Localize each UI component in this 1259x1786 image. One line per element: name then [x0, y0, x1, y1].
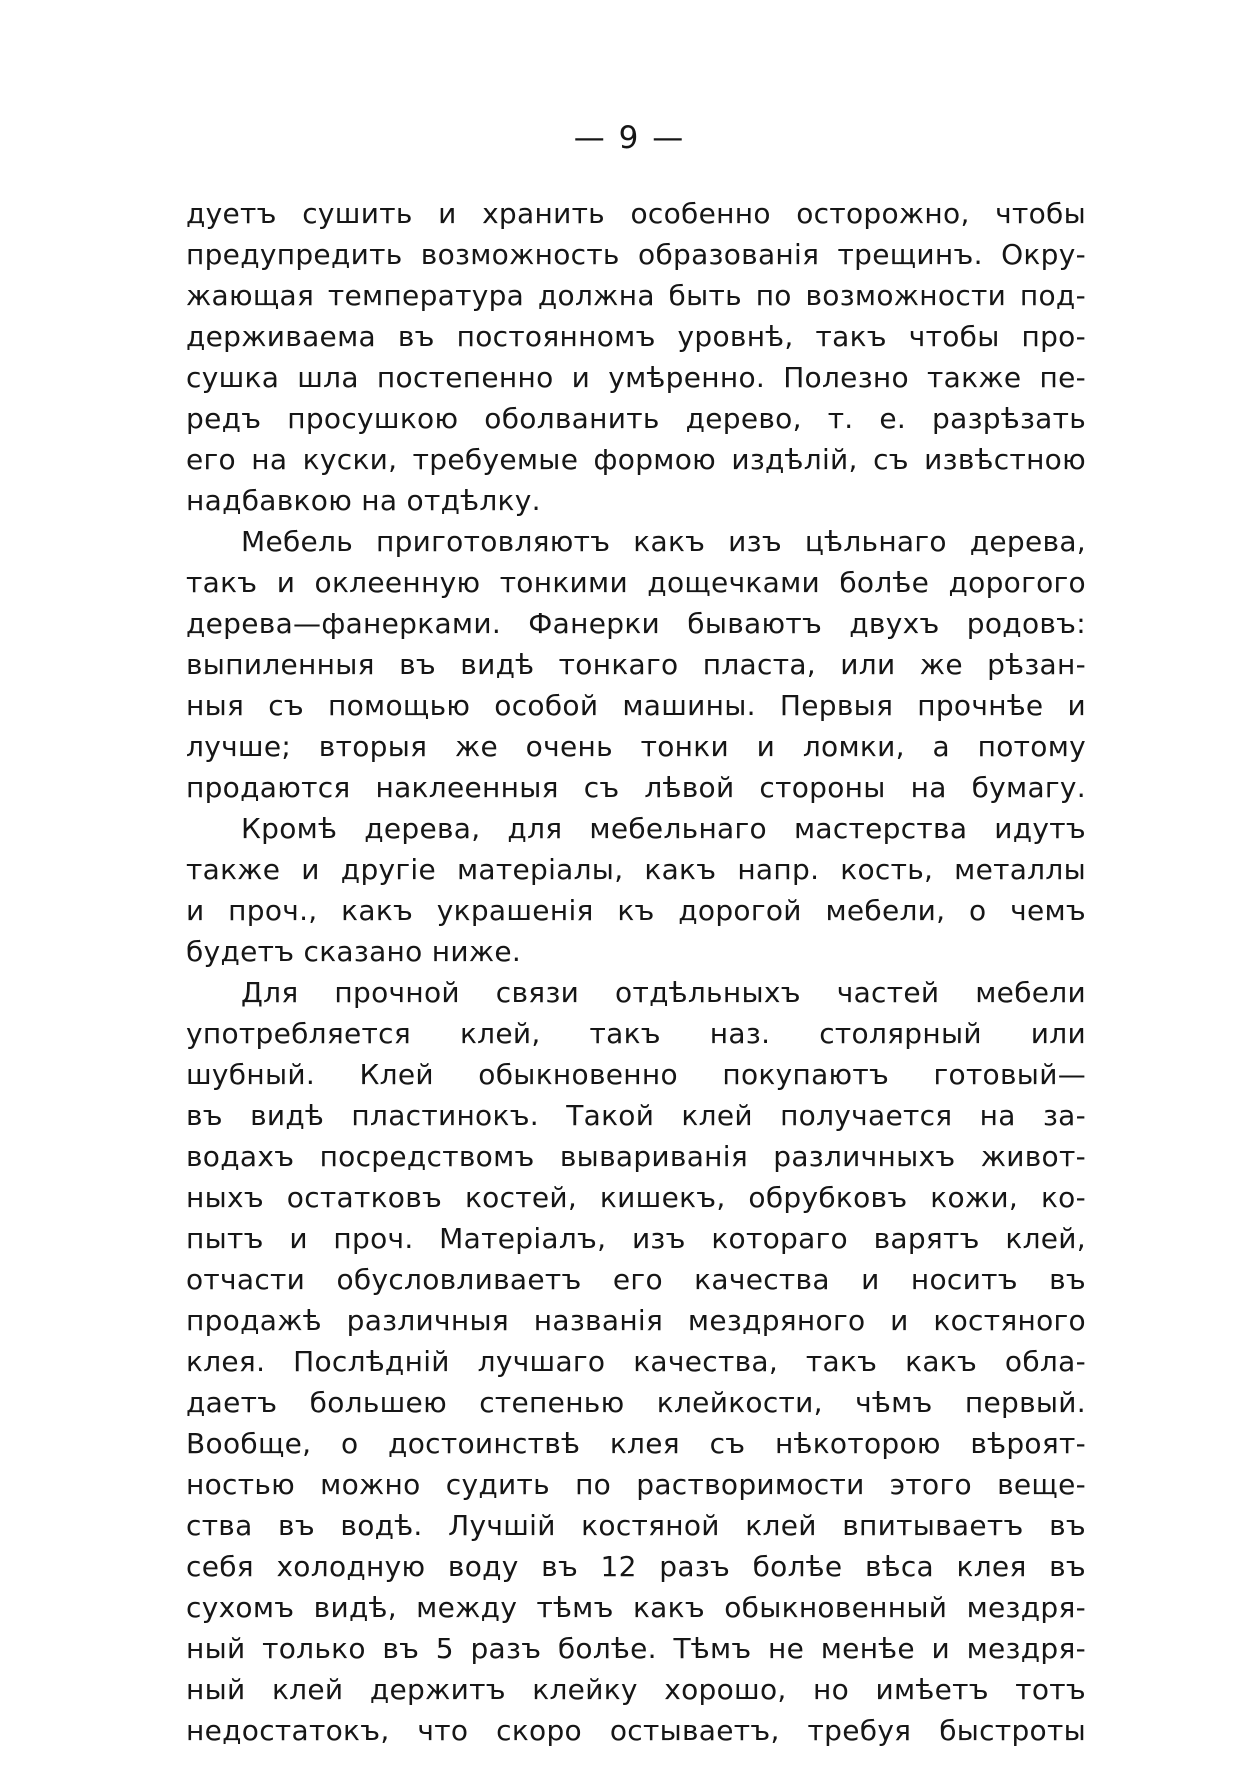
text-line: отчасти обусловливаетъ его качества и носитъ въ — [186, 1263, 1086, 1296]
text-line: шубный. Клей обыкновенно покупаютъ готовый— — [186, 1058, 1086, 1091]
text-line: лучше; вторыя же очень тонки и ломки, а потому — [186, 730, 1086, 763]
text-line: также и другіе матеріалы, какъ напр. кость, металлы — [186, 853, 1086, 886]
text-line: продажѣ различныя названія мездряного и костяного — [186, 1304, 1086, 1337]
text-line: даетъ большею степенью клейкости, чѣмъ первый. — [186, 1386, 1086, 1419]
text-line: дерева—фанерками. Фанерки бываютъ двухъ родовъ: — [186, 607, 1086, 640]
text-line: сушка шла постепенно и умѣренно. Полезно также пе- — [186, 361, 1086, 394]
text-line: Вообще, о достоинствѣ клея съ нѣкоторою вѣроят- — [186, 1427, 1086, 1460]
page-number: — 9 — — [573, 120, 686, 156]
text-line: Для прочной связи отдѣльныхъ частей мебели — [241, 976, 1086, 1009]
text-line: ностью можно судить по растворимости этого веще- — [186, 1468, 1086, 1501]
text-line: сухомъ видѣ, между тѣмъ какъ обыкновенный мездря- — [186, 1591, 1086, 1624]
text-line: и проч., какъ украшенія къ дорогой мебели, о чемъ — [186, 894, 1086, 927]
text-line: ныхъ остатковъ костей, кишекъ, обрубковъ кожи, ко- — [186, 1181, 1086, 1214]
text-line: клея. Послѣдній лучшаго качества, такъ какъ обла- — [186, 1345, 1086, 1378]
paragraph-4 — [186, 972, 1086, 1751]
text-line: жающая температура должна быть по возможности под- — [186, 279, 1086, 312]
text-line: водахъ посредствомъ вывариванія различныхъ живот- — [186, 1140, 1086, 1173]
text-line: пытъ и проч. Матеріалъ, изъ котораго варятъ клей, — [186, 1222, 1086, 1255]
text-line: будетъ сказано ниже. — [186, 935, 522, 968]
text-line: его на куски, требуемые формою издѣлій, съ извѣстною — [186, 443, 1086, 476]
text-line: ства въ водѣ. Лучшій костяной клей впитываетъ въ — [186, 1509, 1086, 1542]
text-line: Кромѣ дерева, для мебельнаго мастерства идутъ — [241, 812, 1086, 845]
paragraph-2 — [186, 521, 1086, 808]
paragraph-1 — [186, 193, 1086, 521]
text-line: такъ и оклеенную тонкими дощечками болѣе дорогого — [186, 566, 1086, 599]
text-line: дуетъ сушить и хранить особенно осторожно, чтобы — [186, 197, 1086, 230]
text-line: редъ просушкою оболванить дерево, т. е. разрѣзать — [186, 402, 1086, 435]
body-text — [186, 193, 1086, 1751]
text-line: себя холодную воду въ 12 разъ болѣе вѣса клея въ — [186, 1550, 1086, 1583]
paragraph-3 — [186, 808, 1086, 972]
text-line: предупредить возможность образованія трещинъ. Окру- — [186, 238, 1086, 271]
text-line: продаются наклеенныя съ лѣвой стороны на бумагу. — [186, 771, 1086, 804]
text-line: Мебель приготовляютъ какъ изъ цѣльнаго дерева, — [241, 525, 1086, 558]
text-line: ный только въ 5 разъ болѣе. Тѣмъ не менѣе и мездря- — [186, 1632, 1086, 1665]
text-line: въ видѣ пластинокъ. Такой клей получается на за- — [186, 1099, 1086, 1132]
text-line: выпиленныя въ видѣ тонкаго пласта, или же рѣзан- — [186, 648, 1086, 681]
text-line: ный клей держитъ клейку хорошо, но имѣетъ тотъ — [186, 1673, 1086, 1706]
text-line: держиваема въ постоянномъ уровнѣ, такъ чтобы про- — [186, 320, 1086, 353]
text-line: ныя съ помощью особой машины. Первыя прочнѣе и — [186, 689, 1086, 722]
text-line: недостатокъ, что скоро остываетъ, требуя быстроты — [186, 1714, 1086, 1747]
text-line: употребляется клей, такъ наз. столярный или — [186, 1017, 1086, 1050]
text-line: надбавкою на отдѣлку. — [186, 484, 541, 517]
